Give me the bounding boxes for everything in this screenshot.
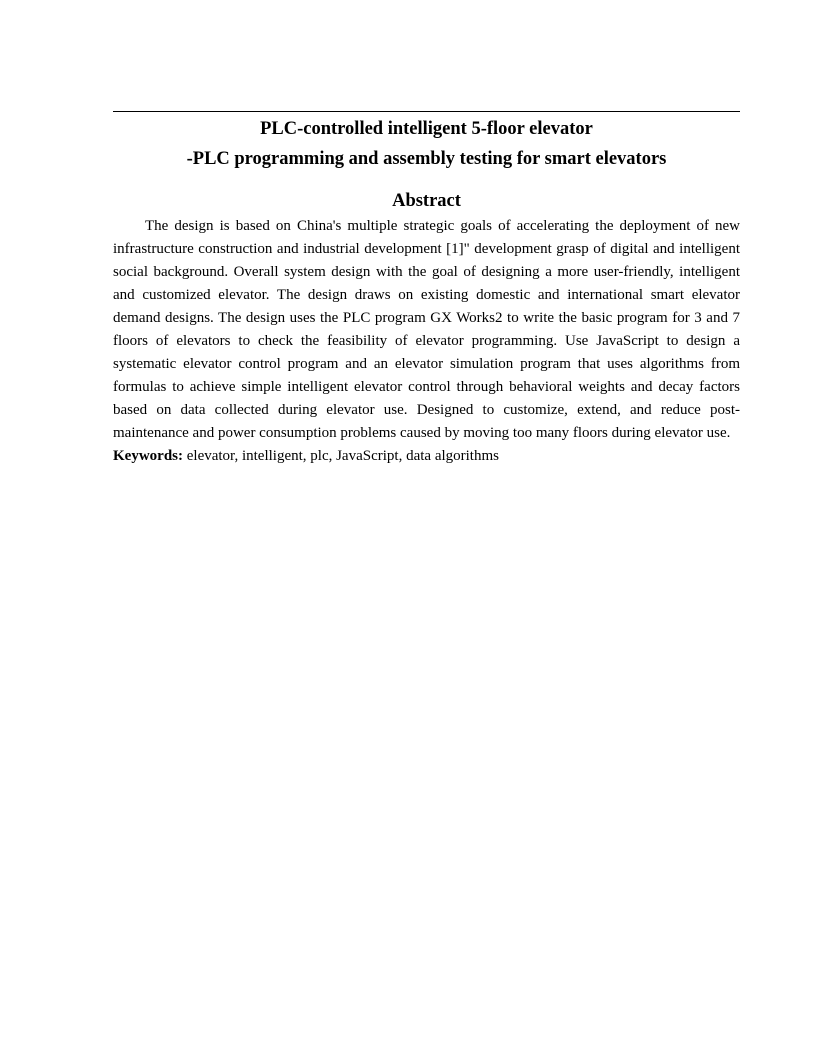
paper-title: PLC-controlled intelligent 5-floor elevator bbox=[260, 119, 593, 139]
abstract-heading: Abstract bbox=[392, 191, 461, 211]
abstract-body: The design is based on China's multiple strategic goals of accelerating the deployment of new infrastructure construction and industrial development [1]" development grasp of digital and intelligent social background. Overall system design with the goal of designing a more user-friendly, intelligent and customized elevator. The design draws on existing domestic and international smart elevator demand designs. The design uses the PLC program GX Works2 to write the basic program for 3 and 7 floors of elevators to check the feasibility of elevator programming. Use JavaScript to design a systematic elevator control program and an elevator simulation program that uses algorithms from formulas to achieve simple intelligent elevator control through behavioral weights and decay factors based on data collected during elevator use. Designed to customize, extend, and reduce post-maintenance and power consumption problems caused by moving too many floors during elevator use. bbox=[113, 218, 740, 441]
paper-subtitle: -PLC programming and assembly testing for smart elevators bbox=[186, 149, 667, 169]
keywords-line bbox=[113, 445, 740, 468]
keywords-text: elevator, intelligent, plc, JavaScript, data algorithms bbox=[183, 448, 499, 464]
keywords-label: Keywords: bbox=[113, 448, 183, 464]
paper-page bbox=[113, 111, 740, 468]
header-rule bbox=[113, 111, 740, 112]
